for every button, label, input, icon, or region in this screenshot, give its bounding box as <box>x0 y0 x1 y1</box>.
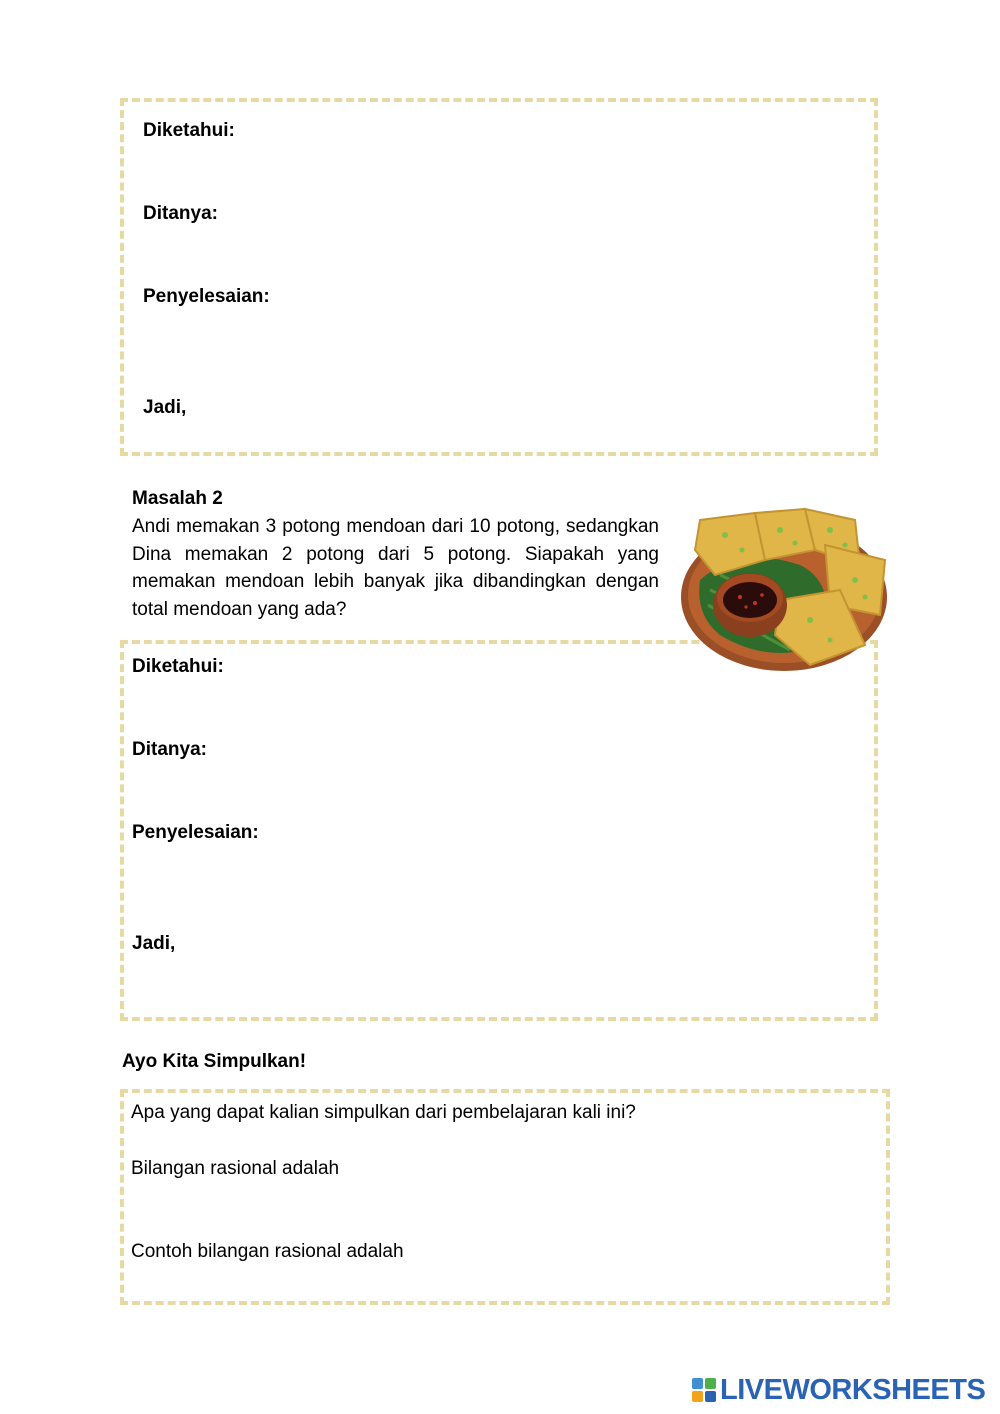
rational-example-prompt: Contoh bilangan rasional adalah <box>131 1241 404 1262</box>
conclusion-question: Apa yang dapat kalian simpulkan dari pembelajaran kali ini? <box>131 1102 636 1123</box>
conclusion-section-title: Ayo Kita Simpulkan! <box>122 1051 307 1072</box>
solution-label-1: Penyelesaian: <box>143 286 270 307</box>
conclusion-label-2: Jadi, <box>132 933 176 954</box>
rational-definition-prompt: Bilangan rasional adalah <box>131 1158 340 1179</box>
problem-2-text: Andi memakan 3 potong mendoan dari 10 potong, sedangkan Dina memakan 2 potong dari 5 potong. Siapakah yang memakan mendoan lebih banyak jika dibandingkan dengan total mendoan yang ada? <box>132 516 659 620</box>
asked-label-1: Ditanya: <box>143 203 218 224</box>
solution-label-2: Penyelesaian: <box>132 822 259 843</box>
liveworksheets-logo-text: LIVEWORKSHEETS <box>720 1373 986 1406</box>
known-label-1: Diketahui: <box>143 120 235 141</box>
liveworksheets-logo <box>692 1374 985 1406</box>
answer-box-1[interactable] <box>120 98 878 456</box>
conclusion-label-1: Jadi, <box>143 397 187 418</box>
mendoan-plate-illustration <box>680 505 892 677</box>
asked-label-2: Ditanya: <box>132 739 207 760</box>
liveworksheets-logo-icon <box>692 1378 716 1402</box>
problem-2-title: Masalah 2 <box>132 488 223 509</box>
known-label-2: Diketahui: <box>132 656 224 677</box>
